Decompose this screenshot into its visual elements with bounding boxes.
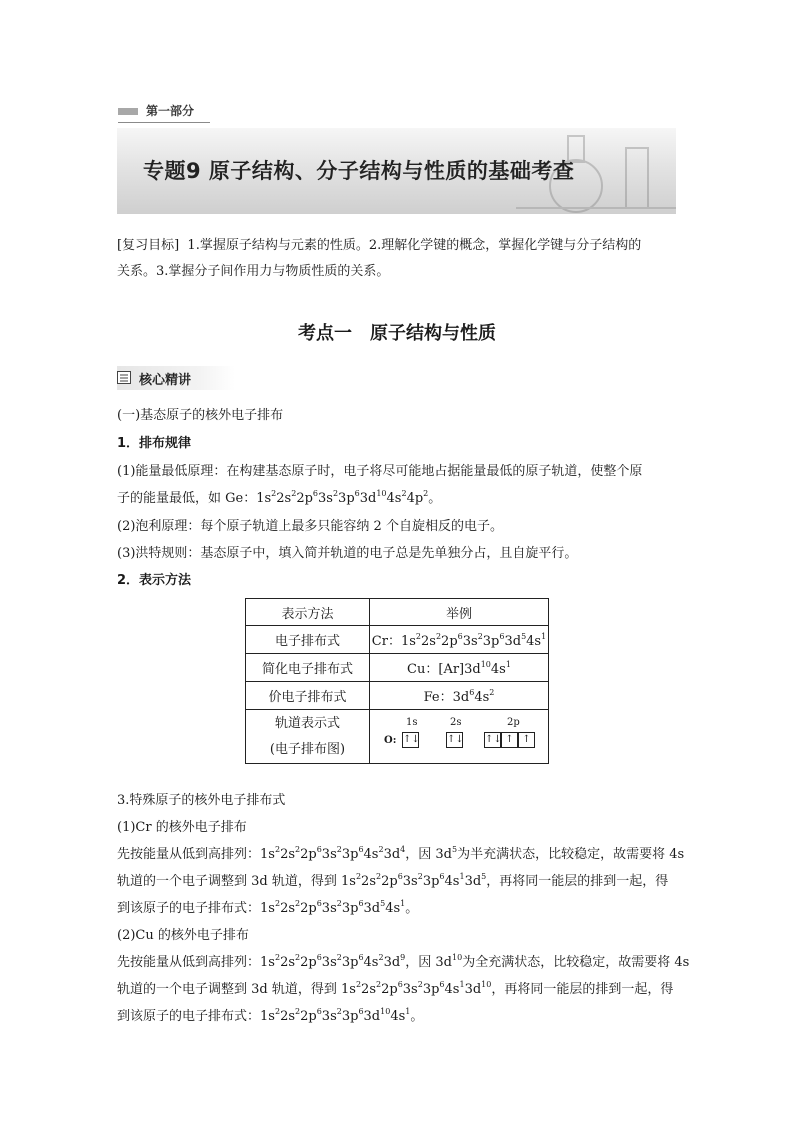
table-cell-example: Fe：$3d^64s^2$ [370, 682, 549, 710]
orbital-method-line-2: (电子排布图) [269, 741, 346, 757]
core-section-label: 核心精讲 [139, 373, 192, 388]
orbital-method-line-1: 轨道表示式 [274, 715, 340, 731]
rule-1-line-2: 子的能量最低，如 Ge：$1s^22s^22p^63s^23p^63d^{10}4s^24p^2$。 [117, 489, 442, 506]
subsection-heading: (一)基态原子的核外电子排布 [117, 408, 284, 423]
cr-title: (1)Cr 的核外电子排布 [117, 820, 247, 835]
rule-3: (3)洪特规则：基态原子中，填入简并轨道的电子总是先单独分占，且自旋平行。 [117, 546, 578, 561]
table-cell-example: Cu：$[Ar]3d^{10}4s^1$ [370, 654, 549, 682]
cu-line-2: 轨道的一个电子调整到 3d 轨道，得到 $1s^22s^22p^63s^23p^64s^13d^{10}$，再将同一能层的排到一起，得 [117, 980, 674, 997]
rule-1-prefix: 子的能量最低，如 Ge： [117, 491, 257, 506]
rule-2: (2)泡利原理：每个原子轨道上最多只能容纳 2 个自旋相反的电子。 [117, 519, 503, 534]
orbital-box-2p: ↑ [501, 732, 518, 748]
table-cell-method: 简化电子排布式 [246, 654, 370, 682]
part-marker [118, 108, 138, 115]
orbital-diagram [370, 711, 548, 763]
special-heading: 3.特殊原子的核外电子排布式 [117, 793, 286, 808]
part-label [118, 102, 210, 123]
table-row [246, 682, 549, 710]
rule-heading: 1．排布规律 [117, 436, 192, 451]
method-heading: 2．表示方法 [117, 573, 192, 588]
table-row [246, 710, 549, 764]
cr-line-2: 轨道的一个电子调整到 3d 轨道，得到 $1s^22s^22p^63s^23p^64s^13d^5$，再将同一能层的排到一起，得 [117, 872, 669, 889]
table-header-row [246, 599, 549, 626]
cu-title: (2)Cu 的核外电子排布 [117, 928, 249, 943]
table-cell-method: 电子排布式 [246, 626, 370, 654]
orbital-diagram-cell [370, 710, 549, 764]
chapter-title: 专题9 原子结构、分子结构与性质的基础考查 [143, 159, 575, 183]
rule-1-line-1: (1)能量最低原理：在构建基态原子时，电子将尽可能地占据能量最低的原子轨道，使整个原 [117, 464, 643, 479]
orbital-element: O: [384, 734, 397, 746]
cu-line-3: 到该原子的电子排布式：$1s^22s^22p^63s^23p^63d^{10}4s^1$。 [117, 1007, 424, 1024]
orbital-label-2p: 2p [507, 716, 520, 728]
table-cell-example: Cr：$1s^22s^22p^63s^23p^63d^54s^1$ [370, 626, 549, 654]
table-header-method: 表示方法 [246, 599, 370, 626]
cr-line-1: 先按能量从低到高排列：$1s^22s^22p^63s^23p^64s^23d^4$，因 $3d^5$为半充满状态，比较稳定，故需要将 4s [117, 845, 685, 862]
orbital-box-2p: ↑↓ [484, 732, 501, 748]
cr-line-3: 到该原子的电子排布式：$1s^22s^22p^63s^23p^63d^54s^1$。 [117, 899, 419, 916]
orbital-label-2s: 2s [450, 716, 462, 728]
part-label-text: 第一部分 [146, 104, 195, 118]
table-row [246, 626, 549, 654]
table-cell-method [246, 710, 370, 764]
review-tag: [复习目标] [117, 238, 180, 253]
cu-line-1: 先按能量从低到高排列：$1s^22s^22p^63s^23p^64s^23d^9$，因 $3d^{10}$为全充满状态，比较稳定，故需要将 4s [117, 953, 690, 970]
orbital-box-1s: ↑↓ [402, 732, 419, 748]
section-heading: 考点一 原子结构与性质 [298, 323, 496, 344]
review-line-1 [117, 235, 641, 257]
table-row [246, 654, 549, 682]
orbital-box-2p: ↑ [518, 732, 535, 748]
core-section-tag [117, 366, 235, 390]
review-line-2: 关系。3.掌握分子间作用力与物质性质的关系。 [117, 264, 390, 279]
review-text-1: 1.掌握原子结构与元素的性质。2.理解化学键的概念，掌握化学键与分子结构的 [187, 238, 642, 253]
table-header-example: 举例 [370, 599, 549, 626]
table-cell-method: 价电子排布式 [246, 682, 370, 710]
orbital-box-2s: ↑↓ [446, 732, 463, 748]
book-icon [117, 371, 131, 384]
title-banner [117, 128, 676, 214]
representation-table [245, 598, 549, 764]
orbital-label-1s: 1s [406, 716, 418, 728]
